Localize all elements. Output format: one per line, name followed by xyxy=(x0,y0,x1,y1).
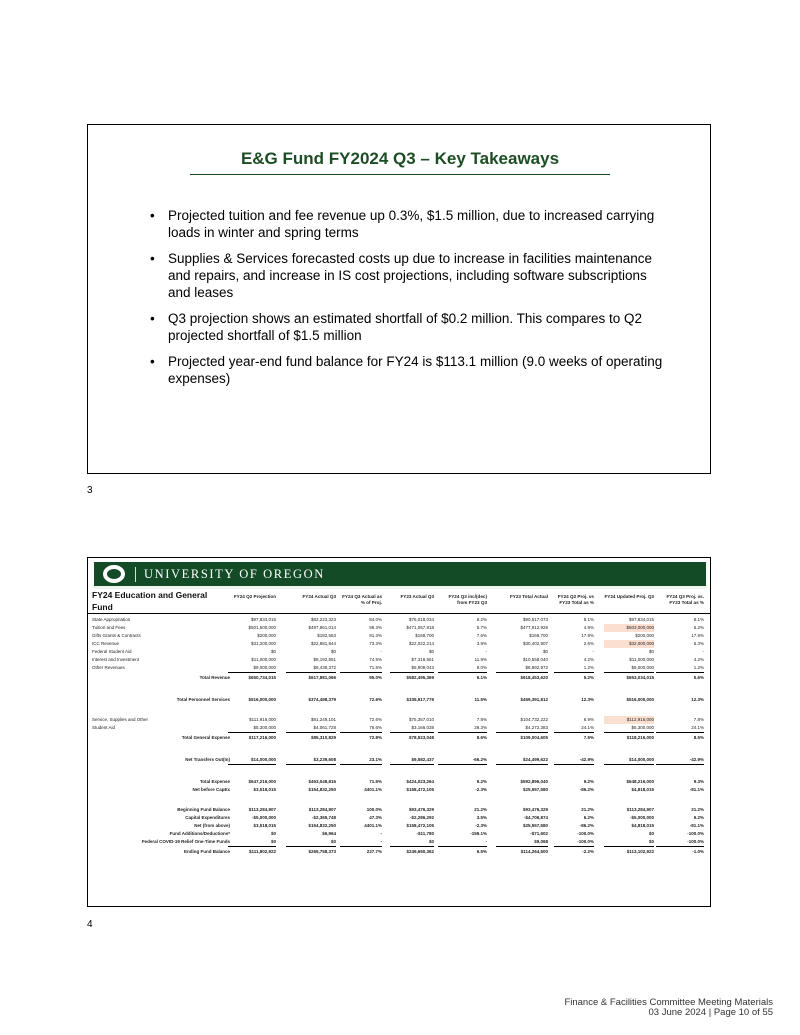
table-cell: - xyxy=(340,838,382,847)
column-header: FY23 Total Actual xyxy=(509,594,548,599)
table-cell: $169,700 xyxy=(529,633,548,638)
table-cell: 6.5% xyxy=(476,849,487,854)
table-cell: $5,300,000 xyxy=(604,724,654,733)
table-cell: -42.9% xyxy=(554,756,594,765)
table-cell: $90,517,073 xyxy=(522,617,548,622)
row-label: Net before CapEx xyxy=(192,787,230,792)
table-cell: $4,818,015 xyxy=(631,787,654,792)
table-cell: 73.3% xyxy=(369,641,382,646)
table-cell: -$5,000,000 xyxy=(629,815,654,820)
table-row xyxy=(88,848,711,856)
table-cell: 2.6% xyxy=(583,641,594,646)
university-banner xyxy=(94,562,706,589)
table-cell: $8,192,851 xyxy=(313,657,336,662)
table-cell: $111,916,000 xyxy=(249,717,276,722)
table-row xyxy=(88,786,711,794)
table-cell: 5.6% xyxy=(693,675,704,680)
row-label: Gifts Grants & Contracts xyxy=(92,633,141,638)
table-cell: $0 xyxy=(648,831,654,836)
table-cell: 12.3% xyxy=(581,697,594,702)
table-cell: $31,200,000 xyxy=(250,641,276,646)
table-cell: $22,881,944 xyxy=(310,641,336,646)
table-cell: 74.5% xyxy=(369,657,382,662)
table-cell: $592,896,040 xyxy=(520,779,548,784)
table-cell: 5.7% xyxy=(476,625,487,630)
table-cell: $200,000 xyxy=(257,633,276,638)
table-cell: $249,650,362 xyxy=(406,849,434,854)
table-cell: -100.0% xyxy=(656,838,704,847)
table-cell: $158,472,105 xyxy=(406,787,434,792)
table-row xyxy=(88,838,711,846)
table-cell: $113,284,907 xyxy=(248,807,276,812)
takeaway-item: • Q3 projection shows an estimated shortfall of $0.2 million. This compares to Q2 projected shortfall of $1.5 million xyxy=(150,311,642,343)
table-cell: - xyxy=(380,649,382,654)
table-cell: 95.0% xyxy=(369,675,382,680)
bullet-icon: • xyxy=(150,311,155,326)
row-label: Beginning Fund Balance xyxy=(177,807,230,812)
table-cell: $653,034,015 xyxy=(626,675,654,680)
table-row xyxy=(88,814,711,822)
table-cell: $158,472,105 xyxy=(406,823,434,828)
table-cell: -100.0% xyxy=(687,831,704,836)
table-cell: $0 xyxy=(542,649,548,654)
table-cell: $9,000,000 xyxy=(604,664,654,673)
table-row xyxy=(88,830,711,838)
table-cell: 21.2% xyxy=(581,807,594,812)
table-cell: $648,216,000 xyxy=(626,779,654,784)
table-cell: 6.2% xyxy=(693,815,704,820)
table-cell: 72.6% xyxy=(369,717,382,722)
bullet-icon: • xyxy=(150,354,155,369)
row-label: Total General Expense xyxy=(181,735,230,740)
table-cell: 1.2% xyxy=(656,664,704,673)
table-cell: $3,518,015 xyxy=(253,823,276,828)
table-cell: $471,057,818 xyxy=(406,625,434,630)
table-cell: 4401.1% xyxy=(364,823,382,828)
table-cell: $113,102,922 xyxy=(626,849,654,854)
table-cell: $10,558,040 xyxy=(522,657,548,662)
table-cell: $11,000,000 xyxy=(629,657,654,662)
table-cell: $424,023,264 xyxy=(406,779,434,784)
table-cell: 7.8% xyxy=(693,717,704,722)
table-cell: $22,022,214 xyxy=(408,641,434,646)
column-header: FY23 Actual Q3 xyxy=(400,594,434,599)
table-cell: $30,402,907 xyxy=(522,641,548,646)
table-cell: 9.3% xyxy=(693,779,704,784)
table-cell: - xyxy=(438,838,487,847)
table-cell: $169,700 xyxy=(415,633,434,638)
takeaway-list xyxy=(148,207,668,396)
takeaway-item: • Supplies & Services forecasted costs up due to increase in facilities maintenance and repairs, and increase in IS cost projections, including software subscriptions and leases xyxy=(150,251,653,300)
table-cell: 6.2% xyxy=(583,815,594,820)
table-cell: 8.1% xyxy=(583,617,594,622)
table-cell: - xyxy=(380,831,382,836)
table-cell: $25,557,580 xyxy=(522,823,548,828)
table-cell: 11.5% xyxy=(474,697,487,702)
table-row xyxy=(88,640,711,648)
table-row xyxy=(88,724,711,732)
table-cell: $0 xyxy=(270,831,276,836)
table-cell: $78,523,048 xyxy=(408,735,434,740)
table-cell: $5,909,043 xyxy=(390,664,434,673)
table-cell: 4.2% xyxy=(583,657,594,662)
table-cell: $6,439,372 xyxy=(286,664,336,673)
table-cell: -$2,286,292 xyxy=(409,815,434,820)
table-cell: $501,500,000 xyxy=(248,625,276,630)
column-header: FY24 Actual Q3 xyxy=(302,594,336,599)
table-cell: $0 xyxy=(390,838,434,847)
table-cell: $24,499,622 xyxy=(496,756,548,765)
fund-title: FY24 Education and General Fund xyxy=(92,590,208,612)
table-cell: $9,000,000 xyxy=(228,664,276,673)
column-header: FY24 Q3 Proj. vs. FY23 Total as % xyxy=(666,594,704,605)
table-cell: 8.6% xyxy=(476,735,487,740)
table-row xyxy=(88,756,711,764)
table-cell: 21.2% xyxy=(691,807,704,812)
table-cell: $497,961,014 xyxy=(308,625,336,630)
table-row xyxy=(88,632,711,640)
table-cell: $114,264,500 xyxy=(520,849,548,854)
bullet-icon: • xyxy=(150,208,155,223)
table-cell: 17.9% xyxy=(581,633,594,638)
table-cell: $4,061,728 xyxy=(286,724,336,733)
table-cell: - xyxy=(485,649,487,654)
table-cell: $81,249,101 xyxy=(310,717,336,722)
table-cell: $0 xyxy=(228,838,276,847)
footer-line-1: Finance & Facilities Committee Meeting Materials xyxy=(564,997,773,1008)
slide-title: E&G Fund FY2024 Q3 – Key Takeaways xyxy=(240,149,560,168)
table-cell: - xyxy=(592,649,594,654)
table-cell: $582,495,369 xyxy=(406,675,434,680)
table-cell: $0 xyxy=(330,649,336,654)
title-underline xyxy=(190,174,610,175)
row-label: Net (from above) xyxy=(194,823,230,828)
table-row xyxy=(88,716,711,724)
table-cell: 8.2% xyxy=(476,617,487,622)
table-cell: $3,518,015 xyxy=(253,787,276,792)
table-cell: $112,916,000 xyxy=(604,716,654,724)
table-cell: $0 xyxy=(604,838,654,847)
row-label: Capital Expenditures xyxy=(185,815,230,820)
column-header: FY24 Q3 inc/(dec) from FY23 Q3 xyxy=(448,594,487,605)
table-row xyxy=(88,806,711,814)
table-cell: 7.8% xyxy=(476,717,487,722)
table-cell: $154,832,250 xyxy=(308,823,336,828)
table-cell: -66.2% xyxy=(438,756,487,765)
table-cell: -2.3% xyxy=(475,823,487,828)
table-cell: $503,000,000 xyxy=(604,624,654,632)
takeaway-item: • Projected tuition and fee revenue up 0.3%, $1.5 million, due to increased carrying loads in winter and spring terms xyxy=(150,208,655,240)
table-cell: 8.1% xyxy=(693,617,704,622)
table-cell: 24.1% xyxy=(656,724,704,733)
row-label: Interest and Investment xyxy=(92,657,140,662)
table-cell: $93,476,329 xyxy=(408,807,434,812)
table-cell: $459,391,812 xyxy=(520,697,548,702)
table-cell: $7,318,561 xyxy=(411,657,434,662)
table-cell: $5,300,000 xyxy=(228,724,276,733)
uo-logo-icon xyxy=(103,565,125,583)
column-header: FY24 Q2 Projection xyxy=(233,594,276,599)
table-cell: $0 xyxy=(286,838,336,847)
table-cell: $85,310,829 xyxy=(310,735,336,740)
table-cell: 9.2% xyxy=(583,779,594,784)
table-cell: 6.1% xyxy=(476,675,487,680)
table-cell: 47.3% xyxy=(369,815,382,820)
table-cell: $0 xyxy=(648,649,654,654)
table-cell: $93,476,329 xyxy=(522,807,548,812)
table-row xyxy=(88,778,711,786)
table-cell: -100.0% xyxy=(577,831,594,836)
table-cell: $3,166,038 xyxy=(390,724,434,733)
header-rule xyxy=(88,613,711,614)
table-cell: -42.9% xyxy=(656,756,704,765)
table-cell: $82,223,323 xyxy=(310,617,336,622)
table-cell: 8.5% xyxy=(693,735,704,740)
column-header: FY24 Updated Proj. Q3 xyxy=(604,594,654,599)
table-cell: $182,563 xyxy=(317,633,336,638)
table-cell: 71.5% xyxy=(369,779,382,784)
table-cell: 28.3% xyxy=(438,724,487,733)
footer-line-2: 03 June 2024 | Page 10 of 55 xyxy=(648,1007,773,1018)
table-cell: 76.6% xyxy=(340,724,382,733)
slide-page-number: 3 xyxy=(87,485,93,496)
table-cell: $8,892,972 xyxy=(496,664,548,673)
table-row xyxy=(88,656,711,664)
table-cell: $117,216,000 xyxy=(248,735,276,740)
table-cell: $516,000,000 xyxy=(248,697,276,702)
table-cell: $109,004,605 xyxy=(520,735,548,740)
table-cell: 71.5% xyxy=(340,664,382,673)
table-cell: 72.8% xyxy=(369,735,382,740)
table-cell: $25,557,580 xyxy=(522,787,548,792)
table-cell: -159.1% xyxy=(470,831,487,836)
table-cell: $374,498,379 xyxy=(308,697,336,702)
table-cell: $516,000,000 xyxy=(626,697,654,702)
table-cell: $200,000 xyxy=(635,633,654,638)
table-cell: 3.5% xyxy=(476,815,487,820)
row-label: Total Expense xyxy=(199,779,230,784)
table-cell: 4.2% xyxy=(693,657,704,662)
table-cell: 3.9% xyxy=(476,641,487,646)
table-cell: -81.1% xyxy=(689,823,704,828)
table-cell: 84.0% xyxy=(369,617,382,622)
table-cell: $14,000,000 xyxy=(228,756,276,765)
table-cell: $0 xyxy=(270,649,276,654)
table-cell: 4.9% xyxy=(583,625,594,630)
table-row xyxy=(88,696,711,704)
table-cell: $75,357,010 xyxy=(408,717,434,722)
table-row xyxy=(88,624,711,632)
table-cell: $6,964 xyxy=(322,831,336,836)
table-cell: 99.3% xyxy=(369,625,382,630)
slide-page-number: 4 xyxy=(87,919,93,930)
table-cell: -$11,780 xyxy=(416,831,434,836)
table-cell: 9.2% xyxy=(476,779,487,784)
table-row xyxy=(88,734,711,742)
table-cell: $97,834,015 xyxy=(250,617,276,622)
table-cell: $3,239,608 xyxy=(286,756,336,765)
table-row xyxy=(88,664,711,672)
table-row xyxy=(88,616,711,624)
row-label: Total Revenue xyxy=(199,675,230,680)
row-label: Ending Fund Balance xyxy=(183,849,230,854)
table-cell: 24.1% xyxy=(554,724,594,733)
table-cell: 7.6% xyxy=(476,633,487,638)
table-cell: $11,000,000 xyxy=(251,657,276,662)
table-cell: 11.9% xyxy=(474,657,487,662)
slide-key-takeaways xyxy=(87,124,711,474)
table-cell: -$71,602 xyxy=(530,831,548,836)
table-cell: 72.6% xyxy=(369,697,382,702)
row-label: ICC Revenue xyxy=(92,641,120,646)
table-cell: 1.2% xyxy=(554,664,594,673)
row-label: Student Aid xyxy=(92,725,116,730)
table-cell: -$4,706,874 xyxy=(523,815,548,820)
table-cell: $618,453,620 xyxy=(520,675,548,680)
table-cell: $650,734,015 xyxy=(248,675,276,680)
table-cell: $4,272,383 xyxy=(496,724,548,733)
table-cell: $9,582,437 xyxy=(390,756,434,765)
table-cell: $617,881,066 xyxy=(308,675,336,680)
table-cell: $113,284,907 xyxy=(626,807,654,812)
table-cell: -2.2% xyxy=(582,849,594,854)
row-label: Service, Supplies and Other xyxy=(92,717,149,722)
table-cell: 7.5% xyxy=(583,735,594,740)
table-cell: 6.9% xyxy=(583,717,594,722)
table-row xyxy=(88,674,711,682)
table-cell: 17.9% xyxy=(691,633,704,638)
table-cell: $4,818,015 xyxy=(631,823,654,828)
table-cell: -$5,000,000 xyxy=(251,815,276,820)
banner-text: UNIVERSITY OF OREGON xyxy=(144,567,325,581)
table-cell: 23.1% xyxy=(340,756,382,765)
table-cell: $265,758,373 xyxy=(308,849,336,854)
table-cell: $113,284,907 xyxy=(308,807,336,812)
table-cell: -2.3% xyxy=(475,787,487,792)
table-cell: 9.0% xyxy=(438,664,487,673)
table-cell: 12.3% xyxy=(691,697,704,702)
table-cell: $118,216,000 xyxy=(626,735,654,740)
table-cell: 5.3% xyxy=(693,641,704,646)
table-cell: $647,216,000 xyxy=(248,779,276,784)
table-row xyxy=(88,822,711,830)
column-header: FY24 Q3 Actual as % of Proj. xyxy=(342,594,382,605)
table-cell: 21.2% xyxy=(474,807,487,812)
table-row xyxy=(88,648,711,656)
row-label: Total Personnel Services xyxy=(176,697,230,702)
table-cell: $76,018,034 xyxy=(408,617,434,622)
table-cell: $9,068 xyxy=(496,838,548,847)
table-cell: $463,048,816 xyxy=(308,779,336,784)
table-cell: $14,000,000 xyxy=(604,756,654,765)
row-label: Other Revenues xyxy=(92,665,125,670)
table-cell: $335,917,779 xyxy=(406,697,434,702)
table-cell: $477,912,928 xyxy=(520,625,548,630)
table-cell: $111,802,922 xyxy=(248,849,276,854)
page-footer xyxy=(564,998,773,1018)
table-cell: 100.0% xyxy=(366,807,382,812)
column-header: FY24 Q2 Proj. vs FY23 Total as % xyxy=(557,594,594,605)
row-label: Federal COVID-19 Relief One-Time Funds xyxy=(141,839,230,844)
table-cell: $104,732,222 xyxy=(520,717,548,722)
slide-fund-table xyxy=(87,557,711,907)
row-label: Net Transfers Out(In) xyxy=(185,757,230,762)
banner-divider xyxy=(135,567,136,582)
table-cell: -86.2% xyxy=(579,823,594,828)
bullet-icon: • xyxy=(150,251,155,266)
row-label: Federal Student Aid xyxy=(92,649,132,654)
table-cell: 5.2% xyxy=(693,625,704,630)
takeaway-item: • Projected year-end fund balance for FY24 is $113.1 million (9.0 weeks of operating expenses) xyxy=(150,354,663,386)
table-cell: $32,000,000 xyxy=(604,640,654,648)
table-cell: -100.0% xyxy=(554,838,594,847)
row-label: Fund Additions/Deductions* xyxy=(169,831,230,836)
table-cell: - xyxy=(702,649,704,654)
table-cell: -1.0% xyxy=(692,849,704,854)
row-label: State Appropriation xyxy=(92,617,131,622)
table-cell: 4401.1% xyxy=(364,787,382,792)
table-cell: $97,834,015 xyxy=(628,617,654,622)
table-cell: 237.7% xyxy=(366,849,382,854)
table-cell: 91.3% xyxy=(369,633,382,638)
table-cell: $154,832,250 xyxy=(308,787,336,792)
table-cell: -86.2% xyxy=(579,787,594,792)
row-label: Tuition and Fees xyxy=(92,625,126,630)
table-cell: -81.1% xyxy=(689,787,704,792)
table-cell: 5.2% xyxy=(583,675,594,680)
table-cell: -$2,365,748 xyxy=(311,815,336,820)
table-cell: $0 xyxy=(428,649,434,654)
